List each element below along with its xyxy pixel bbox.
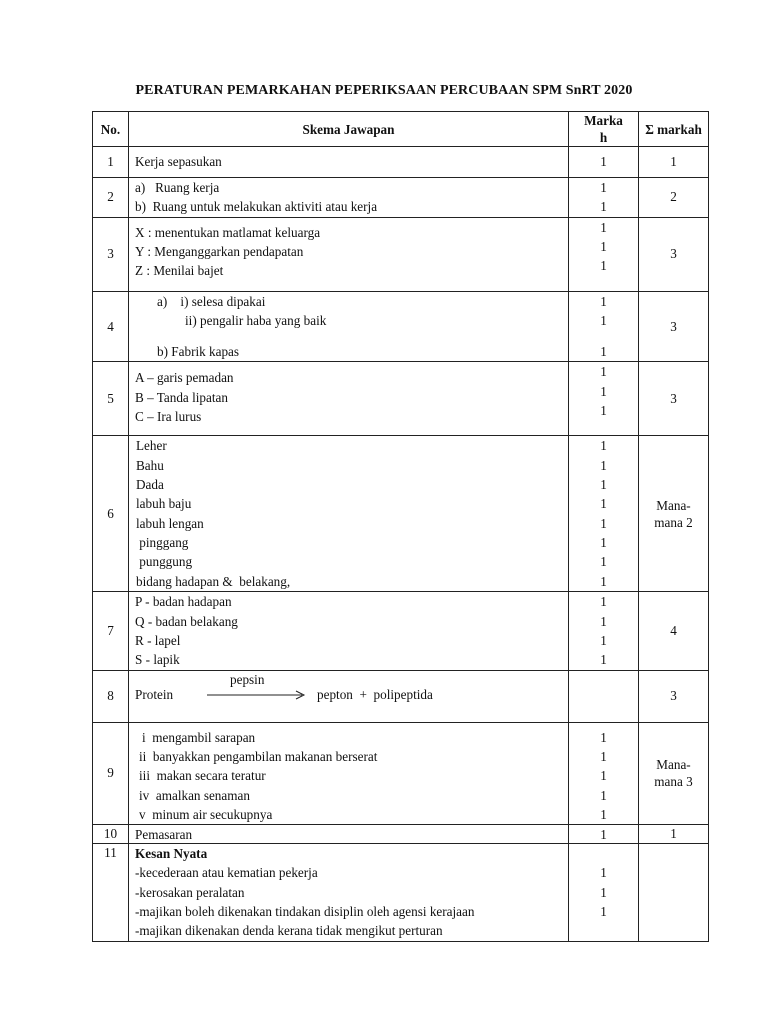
mark-value: 1 <box>600 884 607 900</box>
mark-value: 1 <box>600 219 607 235</box>
answer-heading: Kesan Nyata <box>135 846 208 862</box>
answer-line: -majikan dikenakan denda kerana tidak mengikut perturan <box>135 923 443 939</box>
answer-line: Y : Menganggarkan pendapatan <box>135 243 304 259</box>
answer-line: Kerja sepasukan <box>135 154 222 170</box>
row-number: 7 <box>93 592 129 670</box>
answer-line: Pemasaran <box>135 826 193 842</box>
row-number: 8 <box>93 670 129 722</box>
table-row <box>93 362 709 436</box>
mark-value: 1 <box>600 438 607 454</box>
header-sum: Σ markah <box>639 112 709 147</box>
mark-value: 1 <box>600 477 607 493</box>
mark-value: 1 <box>600 293 607 309</box>
enzyme-label: pepsin <box>230 671 265 687</box>
sum-cell: 4 <box>639 592 709 670</box>
table-row <box>93 670 709 722</box>
header-no: No. <box>93 112 129 147</box>
table-row <box>93 178 709 218</box>
answer-line: a) i) selesa dipakai <box>157 293 266 309</box>
answer-line: Bahu <box>136 457 164 473</box>
answer-line: v minum air secukupnya <box>139 806 273 822</box>
answer-line: -kecederaan atau kematian pekerja <box>135 865 318 881</box>
mark-value: 1 <box>600 729 607 745</box>
answer-line: pinggang <box>136 534 189 550</box>
mark-cell <box>569 291 639 362</box>
mark-value: 1 <box>600 594 607 610</box>
mark-value: 1 <box>600 748 607 764</box>
mark-value: 1 <box>600 312 607 328</box>
mark-cell <box>569 825 639 844</box>
mark-value: 1 <box>600 787 607 803</box>
substrate-label: Protein <box>135 686 174 702</box>
mark-cell <box>569 592 639 670</box>
answer-cell <box>129 178 569 218</box>
row-number: 1 <box>93 147 129 178</box>
answer-line: labuh baju <box>136 496 192 512</box>
answer-cell <box>129 217 569 291</box>
mark-value: 1 <box>600 865 607 881</box>
mark-cell <box>569 844 639 941</box>
mark-value: 1 <box>600 154 607 170</box>
row-number: 3 <box>93 217 129 291</box>
answer-line: punggung <box>136 554 193 570</box>
mark-cell <box>569 217 639 291</box>
mark-cell <box>569 362 639 436</box>
answer-cell <box>129 825 569 844</box>
mark-value: 1 <box>600 573 607 589</box>
mark-value: 1 <box>600 652 607 668</box>
reaction-equation <box>135 671 568 705</box>
answer-line: R - lapel <box>135 633 181 649</box>
sum-cell: 3 <box>639 362 709 436</box>
reaction-arrow-icon <box>207 690 307 700</box>
answer-line: Leher <box>136 438 167 454</box>
answer-line: b) Ruang untuk melakukan aktiviti atau kerja <box>135 199 378 215</box>
sum-cell: 3 <box>639 670 709 722</box>
mark-value: 1 <box>600 180 607 195</box>
row-number: 10 <box>93 825 129 844</box>
row-number: 11 <box>93 844 129 941</box>
table-row <box>93 722 709 824</box>
answer-line: i mengambil sarapan <box>142 729 256 745</box>
page-title: PERATURAN PEMARKAHAN PEPERIKSAAN PERCUBAAN SPM SnRT 2020 <box>135 83 633 98</box>
answer-line: ii) pengalir haba yang baik <box>185 312 327 328</box>
mark-value: 1 <box>600 826 607 842</box>
answer-line: iv amalkan senaman <box>139 787 250 803</box>
mark-cell <box>569 670 639 722</box>
answer-cell <box>129 291 569 362</box>
sum-cell: 1 <box>639 147 709 178</box>
answer-cell <box>129 362 569 436</box>
answer-line: a) Ruang kerja <box>135 180 220 195</box>
answer-line: P - badan hadapan <box>135 594 232 610</box>
mark-value: 1 <box>600 515 607 531</box>
answer-line: labuh lengan <box>136 515 204 531</box>
row-number: 6 <box>93 436 129 592</box>
mark-value: 1 <box>600 238 607 254</box>
mark-cell <box>569 178 639 218</box>
answer-line: Z : Menilai bajet <box>135 263 224 279</box>
sum-cell: 3 <box>639 291 709 362</box>
table-row <box>93 825 709 844</box>
mark-cell <box>569 436 639 592</box>
row-number: 4 <box>93 291 129 362</box>
answer-line: B – Tanda lipatan <box>135 389 228 405</box>
header-skema: Skema Jawapan <box>129 112 569 147</box>
answer-cell <box>129 592 569 670</box>
header-row <box>93 112 709 147</box>
sum-cell: 1 <box>639 825 709 844</box>
mark-cell <box>569 147 639 178</box>
row-number: 9 <box>93 722 129 824</box>
answer-cell <box>129 844 569 941</box>
mark-value: 1 <box>600 364 607 380</box>
sum-cell: Mana-mana 3 <box>639 722 709 824</box>
answer-line: bidang hadapan & belakang, <box>136 573 291 589</box>
answer-cell <box>129 436 569 592</box>
mark-value: 1 <box>600 806 607 822</box>
row-number: 5 <box>93 362 129 436</box>
answer-line: Q - badan belakang <box>135 613 238 629</box>
table-row <box>93 291 709 362</box>
products-label: pepton + polipeptida <box>317 686 433 702</box>
mark-value: 1 <box>600 403 607 419</box>
answer-line: Dada <box>136 477 164 493</box>
mark-value: 1 <box>600 904 607 920</box>
sum-cell: Mana-mana 2 <box>639 436 709 592</box>
answer-line: A – garis pemadan <box>135 370 234 386</box>
header-markah: Markah <box>569 112 639 147</box>
marking-scheme-table <box>92 111 709 942</box>
answer-line: X : menentukan matlamat keluarga <box>135 224 321 240</box>
mark-value: 1 <box>600 613 607 629</box>
mark-value: 1 <box>600 457 607 473</box>
answer-line: S - lapik <box>135 652 180 668</box>
mark-value: 1 <box>600 199 607 215</box>
table-row <box>93 147 709 178</box>
answer-line: ii banyakkan pengambilan makanan berserat <box>139 748 378 764</box>
table-row <box>93 844 709 941</box>
answer-line: C – Ira lurus <box>135 409 202 425</box>
row-number: 2 <box>93 178 129 218</box>
mark-value: 1 <box>600 633 607 649</box>
mark-value: 1 <box>600 496 607 512</box>
sum-cell: 3 <box>639 217 709 291</box>
answer-cell <box>129 670 569 722</box>
mark-value: 1 <box>600 344 607 360</box>
answer-line: -majikan boleh dikenakan tindakan disiplin oleh agensi kerajaan <box>135 904 475 920</box>
answer-cell <box>129 722 569 824</box>
answer-line: iii makan secara teratur <box>139 768 266 784</box>
table-row <box>93 592 709 670</box>
mark-value: 1 <box>600 383 607 399</box>
answer-line: b) Fabrik kapas <box>157 344 240 360</box>
answer-cell <box>129 147 569 178</box>
mark-cell <box>569 722 639 824</box>
sum-cell: 2 <box>639 178 709 218</box>
mark-value: 1 <box>600 534 607 550</box>
mark-value: 1 <box>600 768 607 784</box>
sum-cell <box>639 844 709 941</box>
answer-line: -kerosakan peralatan <box>135 884 245 900</box>
table-row <box>93 217 709 291</box>
mark-value: 1 <box>600 554 607 570</box>
table-row <box>93 436 709 592</box>
mark-value: 1 <box>600 258 607 274</box>
